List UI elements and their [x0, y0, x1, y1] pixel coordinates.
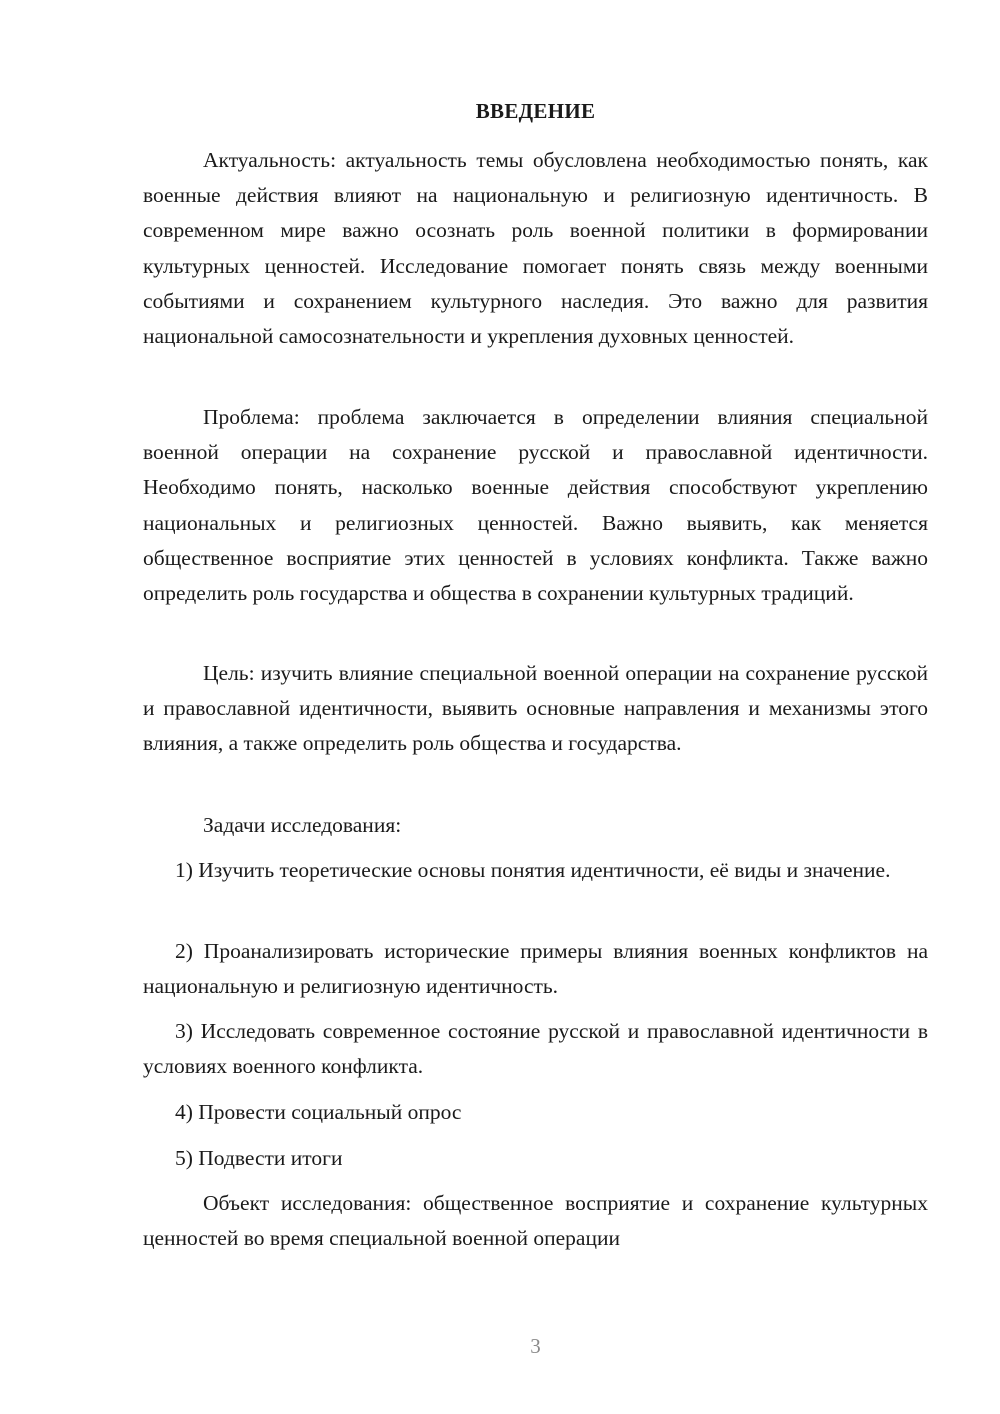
task-item-2: 2) Проанализировать исторические примеры влияния военных конфликтов на национальную и религиозную идентичность. — [143, 939, 928, 999]
tasks-heading: Задачи исследования: — [203, 813, 402, 837]
page-number: 3 — [530, 1334, 541, 1358]
section-title: ВВЕДЕНИЕ — [475, 99, 596, 123]
paragraph-goal: Цель: изучить влияние специальной военной операции на сохранение русской и православной идентичности, выявить основные направления и механизмы этого влияния, а также определить роль общества и государства. — [143, 661, 928, 756]
document-page — [143, 0, 928, 1414]
task-item-3: 3) Исследовать современное состояние русской и православной идентичности в условиях военного конфликта. — [143, 1019, 928, 1079]
paragraph-problem: Проблема: проблема заключается в определении влияния специальной военной операции на сохранение русской и православной идентичности. Необходимо понять, насколько военные действия способствуют укреплению национальных и религиозных ценностей. Важно выявить, как меняется общественное восприятие этих ценностей в условиях конфликта. Также важно определить роль государства и общества в сохранении культурных традиций. — [143, 405, 928, 606]
task-item-4: 4) Провести социальный опрос — [175, 1100, 462, 1124]
task-item-1: 1) Изучить теоретические основы понятия идентичности, её виды и значение. — [175, 858, 891, 882]
paragraph-relevance: Актуальность: актуальность темы обусловлена необходимостью понять, как военные действия влияют на национальную и религиозную идентичность. В современном мире важно осознать роль военной политики в формировании культурных ценностей. Исследование помогает понять связь между военными событиями и сохранением культурного наследия. Это важно для развития национальной самосознательности и укрепления духовных ценностей. — [143, 148, 928, 349]
paragraph-object: Объект исследования: общественное восприятие и сохранение культурных ценностей во время специальной военной операции — [143, 1191, 928, 1251]
task-item-5: 5) Подвести итоги — [175, 1146, 343, 1170]
